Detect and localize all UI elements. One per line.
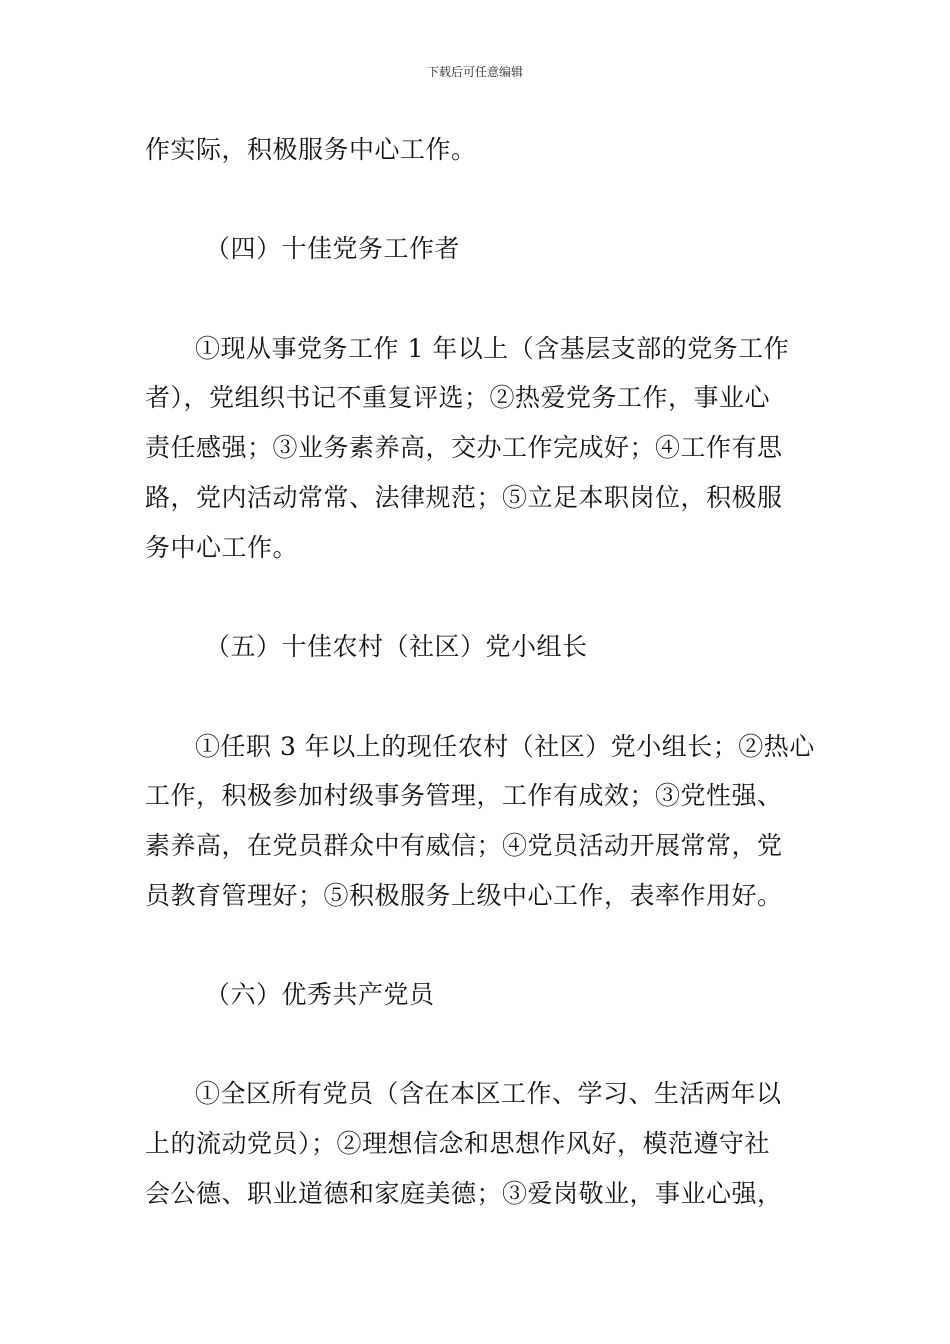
paragraph-line: 上的流动党员）；②理想信念和思想作风好，模范遵守社 xyxy=(145,1129,771,1158)
paragraph-line: 者），党组织书记不重复评选；②热爱党务工作，事业心 xyxy=(145,383,771,412)
section-heading: （四）十佳党务工作者 xyxy=(205,234,461,263)
paragraph-line: 素养高，在党员群众中有威信；④党员活动开展常常，党 xyxy=(145,831,783,860)
paragraph-line: 会公德、职业道德和家庭美德；③爱岗敬业，事业心强， xyxy=(145,1179,783,1208)
paragraph-line: 路，党内活动常常、法律规范；⑤立足本职岗位，积极服 xyxy=(145,483,783,512)
paragraph-line: 责任感强；③业务素养高，交办工作完成好；④工作有思 xyxy=(145,433,783,462)
section-heading: （六）优秀共产党员 xyxy=(205,980,435,1009)
paragraph-line: 务中心工作。 xyxy=(145,533,299,562)
paragraph-line: ①现从事党务工作 1 年以上（含基层支部的党务工作 xyxy=(195,334,790,363)
section-heading: （五）十佳农村（社区）党小组长 xyxy=(205,632,588,661)
paragraph-line: 作实际，积极服务中心工作。 xyxy=(145,135,477,164)
paragraph-line: ①全区所有党员（含在本区工作、学习、生活两年以 xyxy=(195,1079,782,1108)
paragraph-line: ①任职 3 年以上的现任农村（社区）党小组长；②热心 xyxy=(195,732,815,761)
paragraph-line: 工作，积极参加村级事务管理，工作有成效；③党性强、 xyxy=(145,781,783,810)
paragraph-line: 员教育管理好；⑤积极服务上级中心工作，表率作用好。 xyxy=(145,881,783,910)
page-header-note: 下载后可任意编辑 xyxy=(426,65,523,79)
